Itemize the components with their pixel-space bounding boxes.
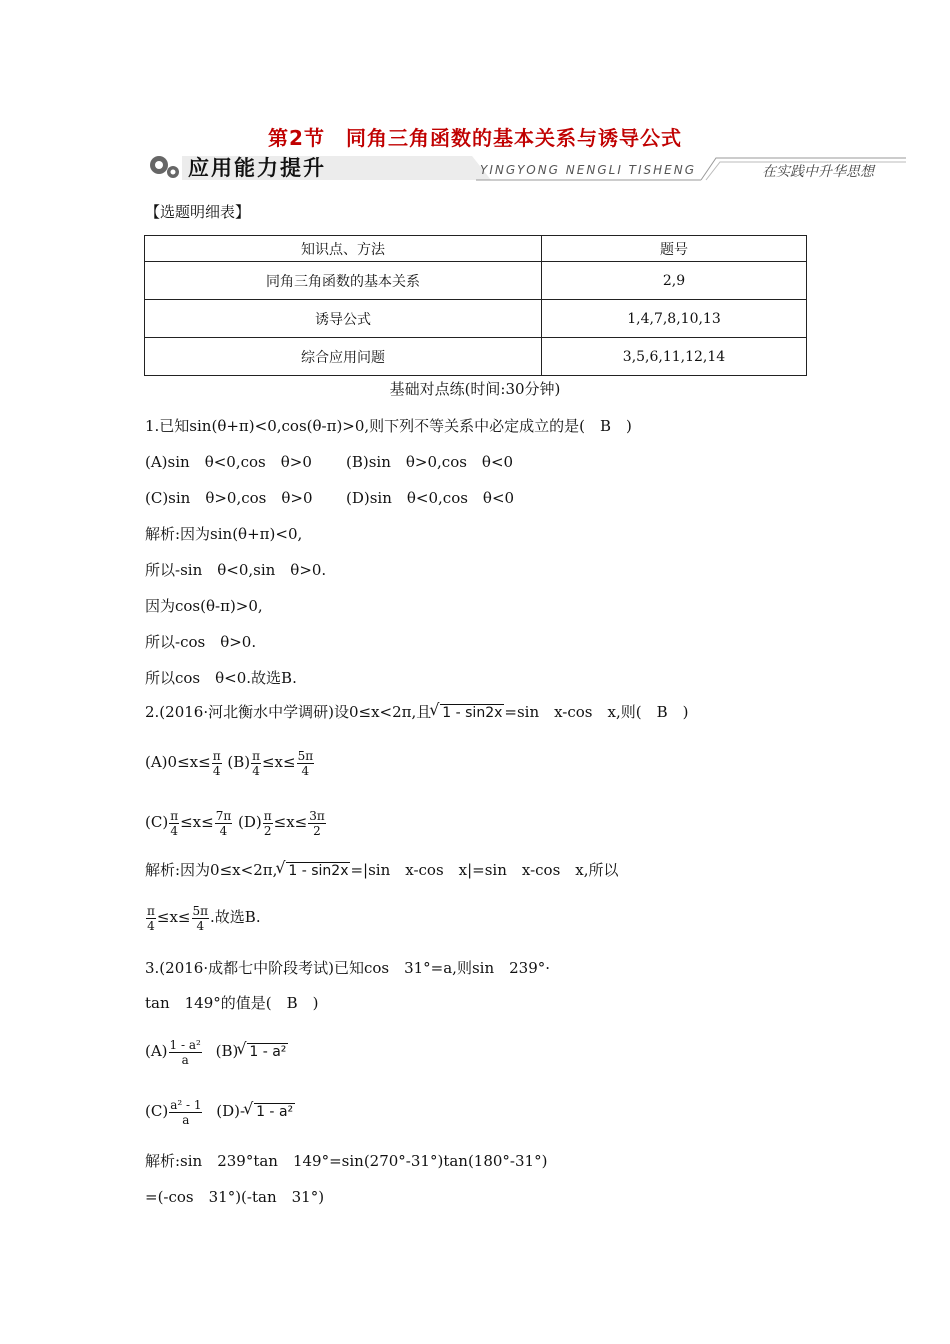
q3-solution-line: =(-cos 31°)(-tan 31°) [145, 1188, 325, 1206]
fraction-numerator: 7π [215, 808, 232, 823]
sqrt-expression: √ 1 - sin2x [440, 704, 504, 721]
fraction-denominator: 4 [147, 918, 155, 933]
q3-option-b: (B) [215, 1042, 239, 1060]
table-header-cell: 知识点、方法 [145, 236, 542, 262]
table-row [145, 338, 807, 376]
q2-stem [145, 702, 688, 722]
q1-solution-line: 因为cos(θ-π)>0, [145, 597, 263, 615]
fraction-numerator: a² - 1 [170, 1097, 202, 1112]
fraction-denominator: 4 [170, 823, 178, 838]
q2-solution-text: 解析:因为0≤x<2π, [145, 861, 278, 879]
sqrt-expression: √ 1 - sin2x [286, 862, 350, 879]
fraction-numerator: 3π [309, 808, 325, 823]
table-cell: 同角三角函数的基本关系 [145, 262, 542, 300]
topic-table [144, 235, 807, 376]
fraction [192, 904, 210, 933]
q1-option-a: (A)sin θ<0,cos θ>0 [145, 453, 312, 471]
fraction [308, 809, 326, 838]
q2-option-d: (D) [238, 813, 262, 831]
fraction-denominator: 4 [301, 763, 310, 778]
inequality-text: ≤x≤ [156, 908, 191, 926]
q2-option-a: (A)0≤x≤ [145, 753, 211, 771]
fraction [212, 749, 222, 778]
q1-option-b: (B)sin θ>0,cos θ<0 [346, 453, 514, 471]
table-caption: 【选题明细表】 [145, 203, 251, 221]
q1-solution-line: 所以cos θ<0.故选B. [145, 669, 297, 687]
fraction [169, 1098, 202, 1127]
fraction [169, 1038, 202, 1067]
fraction [215, 809, 233, 838]
q2-option-b: (B) [227, 753, 251, 771]
section-pinyin: YINGYONG NENGLI TISHENG [480, 163, 697, 177]
q3-stem: 3.(2016·成都七中阶段考试)已知cos 31°=a,则sin 239°· [145, 959, 551, 977]
table-cell: 诱导公式 [145, 300, 542, 338]
table-row [145, 262, 807, 300]
sqrt-expression: √ 1 - a² [247, 1043, 288, 1060]
table-cell: 2,9 [542, 262, 807, 300]
fraction-denominator: a [181, 1052, 189, 1067]
fraction-numerator: π [170, 808, 179, 823]
fraction-numerator: 5π [192, 903, 209, 918]
fraction [146, 904, 156, 933]
table-cell: 1,4,7,8,10,13 [542, 300, 807, 338]
q2-option-c: (C) [145, 813, 169, 831]
section-title: 应用能力提升 [188, 156, 326, 180]
inequality-text: ≤x≤ [180, 813, 214, 831]
table-row [145, 300, 807, 338]
inequality-text: ≤x≤ [261, 753, 296, 771]
fraction-numerator: π [212, 748, 221, 763]
fraction-numerator: 1 - a² [169, 1037, 201, 1052]
q1-stem: 1.已知sin(θ+π)<0,cos(θ-π)>0,则下列不等关系中必定成立的是( B ) [145, 417, 632, 435]
fraction [169, 809, 179, 838]
q3-option-d: (D)- [216, 1102, 246, 1120]
q1-option-c: (C)sin θ>0,cos θ>0 [145, 489, 313, 507]
fraction-denominator: 4 [196, 918, 205, 933]
fraction-denominator: 4 [212, 763, 221, 778]
q1-solution-line: 所以-sin θ<0,sin θ>0. [145, 561, 327, 579]
inequality-text: ≤x≤ [273, 813, 308, 831]
fraction-denominator: a [182, 1112, 190, 1127]
q2-solution-text: =|sin x-cos x|=sin x-cos x,所以 [350, 861, 619, 879]
chapter-title: 第2节 同角三角函数的基本关系与诱导公式 [268, 126, 682, 150]
q1-solution-line: 所以-cos θ>0. [145, 633, 257, 651]
fraction-numerator: 5π [297, 748, 314, 763]
table-cell: 3,5,6,11,12,14 [542, 338, 807, 376]
fraction-numerator: π [252, 748, 260, 763]
fraction-denominator: 2 [263, 823, 272, 838]
q2-solution-text: .故选B. [210, 908, 261, 926]
fraction-denominator: 4 [219, 823, 228, 838]
q2-stem-text: =sin x-cos x,则( B ) [504, 703, 689, 721]
q1-option-d: (D)sin θ<0,cos θ<0 [346, 489, 515, 507]
sqrt-expression: √ 1 - a² [254, 1103, 295, 1120]
fraction-numerator: π [147, 903, 155, 918]
table-cell: 综合应用问题 [145, 338, 542, 376]
fraction [263, 809, 273, 838]
fraction-denominator: 2 [313, 823, 321, 838]
q3-options-cd [145, 1096, 295, 1127]
section-slogan: 在实践中升华思想 [762, 164, 874, 180]
q2-options-cd [145, 807, 327, 838]
q2-solution-line [145, 860, 619, 880]
q2-solution-line [145, 902, 261, 933]
gear-icon [150, 156, 179, 178]
fraction [297, 749, 315, 778]
fraction-numerator: π [263, 808, 272, 823]
practice-subtitle: 基础对点练(时间:30分钟) [389, 380, 561, 398]
table-header-row [145, 236, 807, 262]
q3-option-c: (C) [145, 1102, 169, 1120]
q3-stem: tan 149°的值是( B ) [145, 994, 319, 1012]
q2-options-ab [145, 747, 315, 778]
table-header-cell: 题号 [542, 236, 807, 262]
q2-stem-text: 2.(2016·河北衡水中学调研)设0≤x<2π,且 [145, 703, 432, 721]
fraction [251, 749, 261, 778]
q3-option-a: (A) [145, 1042, 168, 1060]
q3-solution-line: 解析:sin 239°tan 149°=sin(270°-31°)tan(180°-31°) [145, 1152, 548, 1170]
fraction-denominator: 4 [252, 763, 260, 778]
q1-solution-line: 解析:因为sin(θ+π)<0, [145, 525, 303, 543]
q3-options-ab [145, 1036, 288, 1067]
